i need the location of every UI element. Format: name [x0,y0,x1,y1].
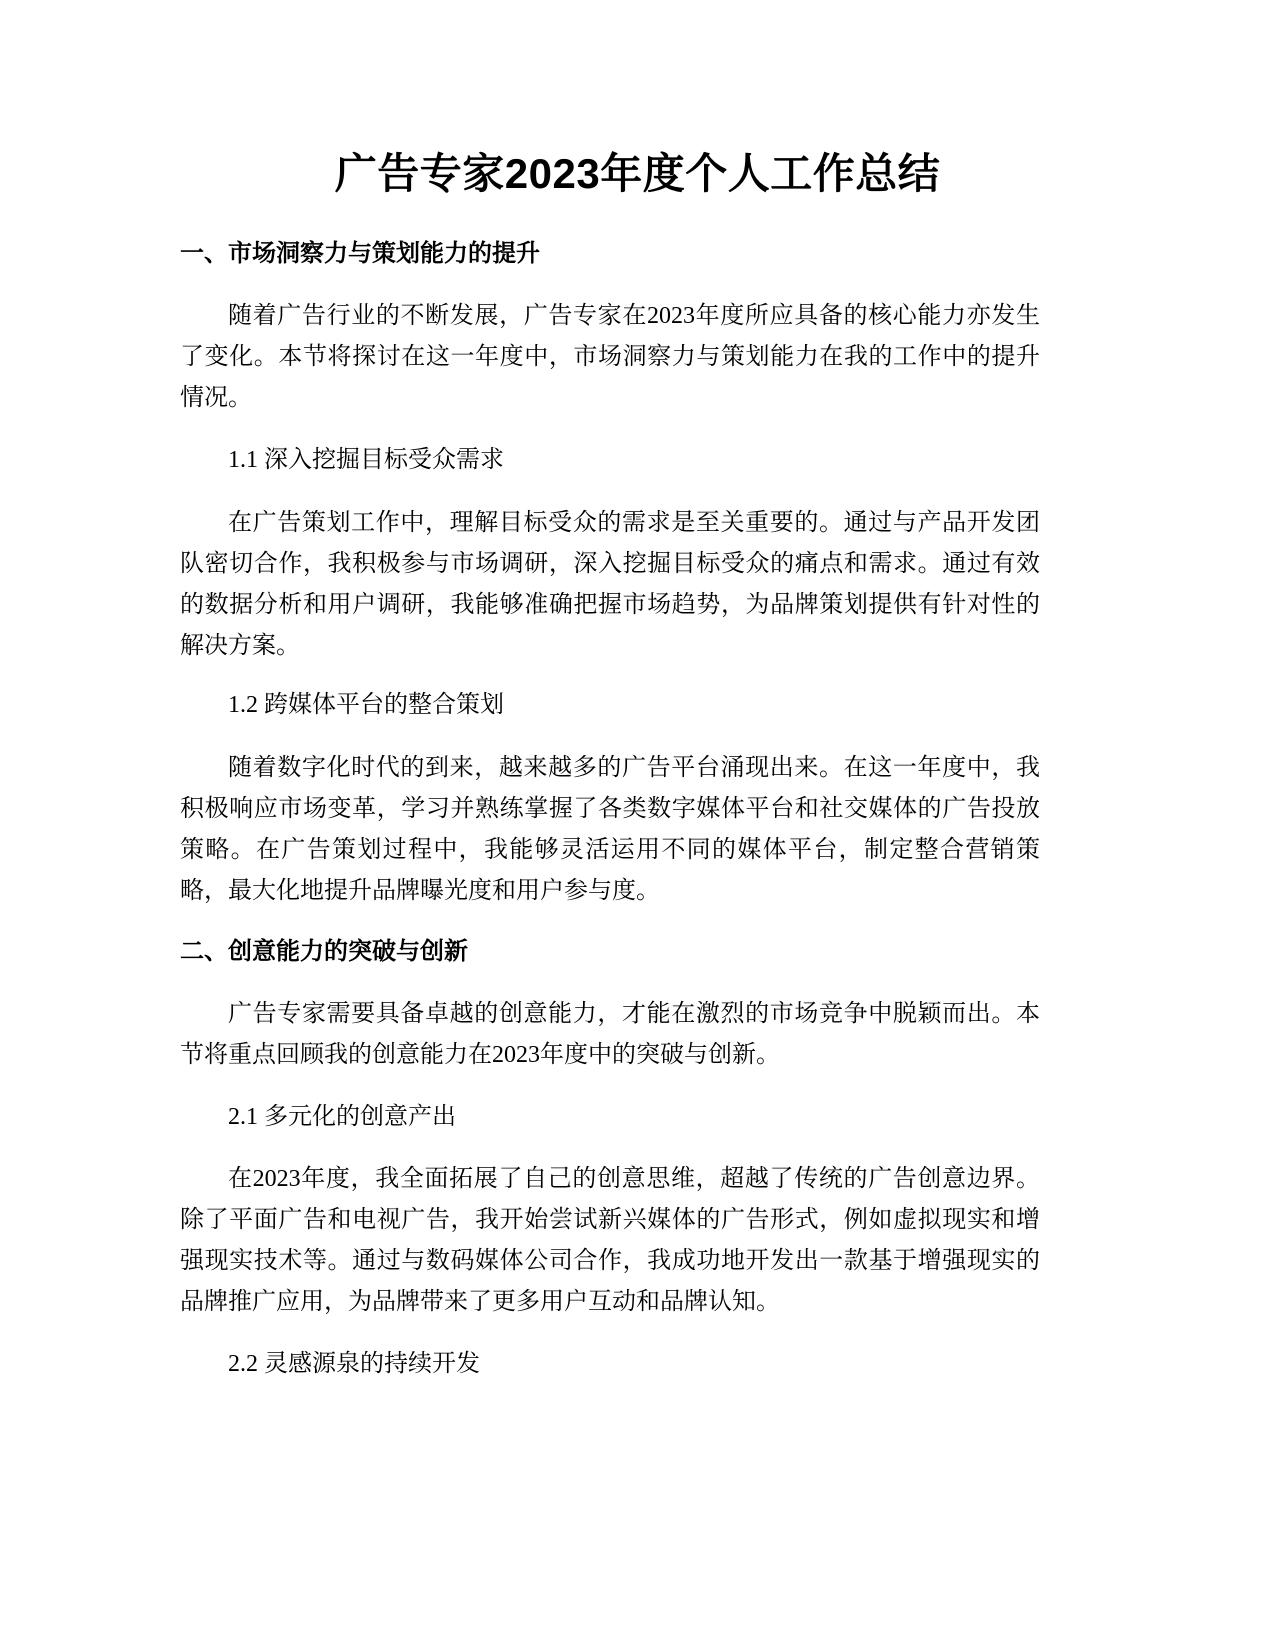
section-2-intro: 广告专家需要具备卓越的创意能力，才能在激烈的市场竞争中脱颖而出。本节将重点回顾我的创意能力在2023年度中的突破与创新。 [180,1001,1040,1068]
subsection-heading-1-1: 1.1 深入挖掘目标受众需求 [228,447,504,473]
subsection-heading-2-2: 2.2 灵感源泉的持续开发 [228,1351,480,1377]
subsection-heading-2-1: 2.1 多元化的创意产出 [228,1104,456,1130]
document-title: 广告专家2023年度个人工作总结 [334,150,941,197]
subsection-2-1-body: 在2023年度，我全面拓展了自己的创意思维，超越了传统的广告创意边界。除了平面广告和电视广告，我开始尝试新兴媒体的广告形式，例如虚拟现实和增强现实技术等。通过与数码媒体公司合作，我成功地开发出一款基于增强现实的品牌推广应用，为品牌带来了更多用户互动和品牌认知。 [180,1166,1040,1315]
subsection-heading-1-2: 1.2 跨媒体平台的整合策划 [228,692,504,718]
section-heading-1: 一、市场洞察力与策划能力的提升 [180,240,540,267]
section-heading-2: 二、创意能力的突破与创新 [180,938,468,965]
subsection-1-1-body: 在广告策划工作中，理解目标受众的需求是至关重要的。通过与产品开发团队密切合作，我积极参与市场调研，深入挖掘目标受众的痛点和需求。通过有效的数据分析和用户调研，我能够准确把握市场趋势，为品牌策划提供有针对性的解决方案。 [180,510,1040,659]
subsection-1-2-body: 随着数字化时代的到来，越来越多的广告平台涌现出来。在这一年度中，我积极响应市场变革，学习并熟练掌握了各类数字媒体平台和社交媒体的广告投放策略。在广告策划过程中，我能够灵活运用不同的媒体平台，制定整合营销策略，最大化地提升品牌曝光度和用户参与度。 [180,755,1040,904]
section-1-intro: 随着广告行业的不断发展，广告专家在2023年度所应具备的核心能力亦发生了变化。本节将探讨在这一年度中，市场洞察力与策划能力在我的工作中的提升情况。 [180,303,1040,411]
